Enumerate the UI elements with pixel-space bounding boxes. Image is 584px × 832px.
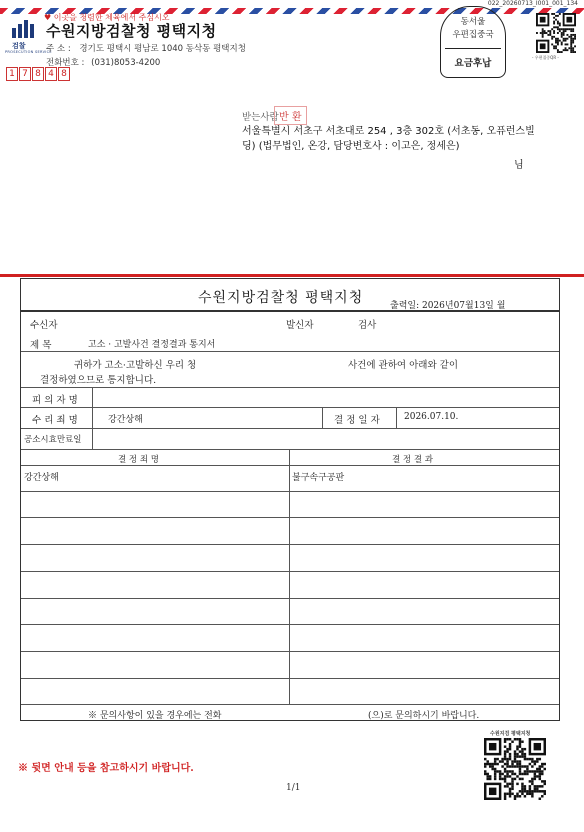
document-title: 수원지방검찰청 평택지청 [198,290,364,306]
sender-office-title: 수원지방검찰청 평택지청 [46,22,217,40]
sender-phone: (031)8053-4200 [91,58,161,68]
office-qr-code-icon [484,738,546,800]
page-number: 1/1 [286,783,301,793]
accepted-charge-value: 강간상해 [108,415,143,425]
logo-text: 검찰 [12,42,26,50]
body-line-2: 결정하였으므로 통지합니다. [40,375,157,386]
suspect-label: 피 의 자 명 [32,395,78,406]
document-id: 022_20260713_I001_001_134 [487,0,578,7]
logo-subtext: PROSECUTION SERVICE [5,50,52,54]
subject-label: 제 목 [30,340,52,351]
sender-field-value: 검사 [358,320,377,331]
recipient-field-label: 수신자 [30,320,58,331]
postal-qr-code-icon [536,13,576,53]
decision-date-value: 2026.07.10. [404,412,459,422]
recipient-honorific: 님 [514,160,524,171]
title-rule [21,310,559,312]
sender-phone-row: 전화번호 : (031)8053-4200 [46,58,161,68]
body-line-1b: 사건에 관하여 아래와 같이 [348,360,459,371]
recipient-name: 반 환 [274,106,307,125]
office-qr-caption: 수원지검 평택지청 [490,731,531,737]
inquiry-text-a: ※ 문의사항이 있을 경우에는 전화 [88,711,222,721]
slogan: ♥ 이곳을 청렴한 체육에서 주심시오 [44,13,170,22]
sender-address-row: 주 소 : 경기도 평택시 평남로 1040 동삭동 평택지청 [46,44,246,54]
sender-field-label: 발신자 [286,320,314,331]
recipient-address: 서울특별시 서초구 서초대로 254 , 3층 302호 (서초동, 오퓨런스빌딩) (법무법인, 온강, 담당변호사 : 이고은, 정세은) [242,126,535,152]
column-header-charge: 결 정 죄 명 [118,455,159,465]
postal-code: 1 7 8 4 8 [6,67,70,81]
inquiry-text-b: (으)로 문의하시기 바랍니다. [368,711,480,721]
heart-icon: ♥ [44,13,52,22]
postal-qr-caption: - 우편집중QR - [532,55,559,60]
accepted-charge-label: 수 리 죄 명 [32,415,78,426]
decision-date-label: 결 정 일 자 [334,415,380,426]
subject-value: 고소 · 고발사건 결정결과 통지서 [88,340,216,350]
document-top-rule [0,274,584,277]
column-header-result: 결 정 결 과 [392,455,433,465]
statute-label: 공소시효만료일 [24,435,82,445]
output-date: 출력일: 2026년07월13일 월 [390,301,506,311]
postage-stamp: 동서울 우편집중국 요금후납 [440,6,506,78]
recipient-label: 받는사람 [242,112,279,123]
result-row-charge: 강간상해 [24,473,59,483]
body-line-1a: 귀하가 고소·고발하신 우리 청 [74,360,197,371]
prosecution-logo-icon [12,20,38,38]
sender-address: 경기도 평택시 평남로 1040 동삭동 평택지청 [79,44,246,54]
result-row-result: 불구속구공판 [292,473,345,483]
back-page-notice: ※ 뒷면 안내 등을 참고하시기 바랍니다. [18,763,194,774]
